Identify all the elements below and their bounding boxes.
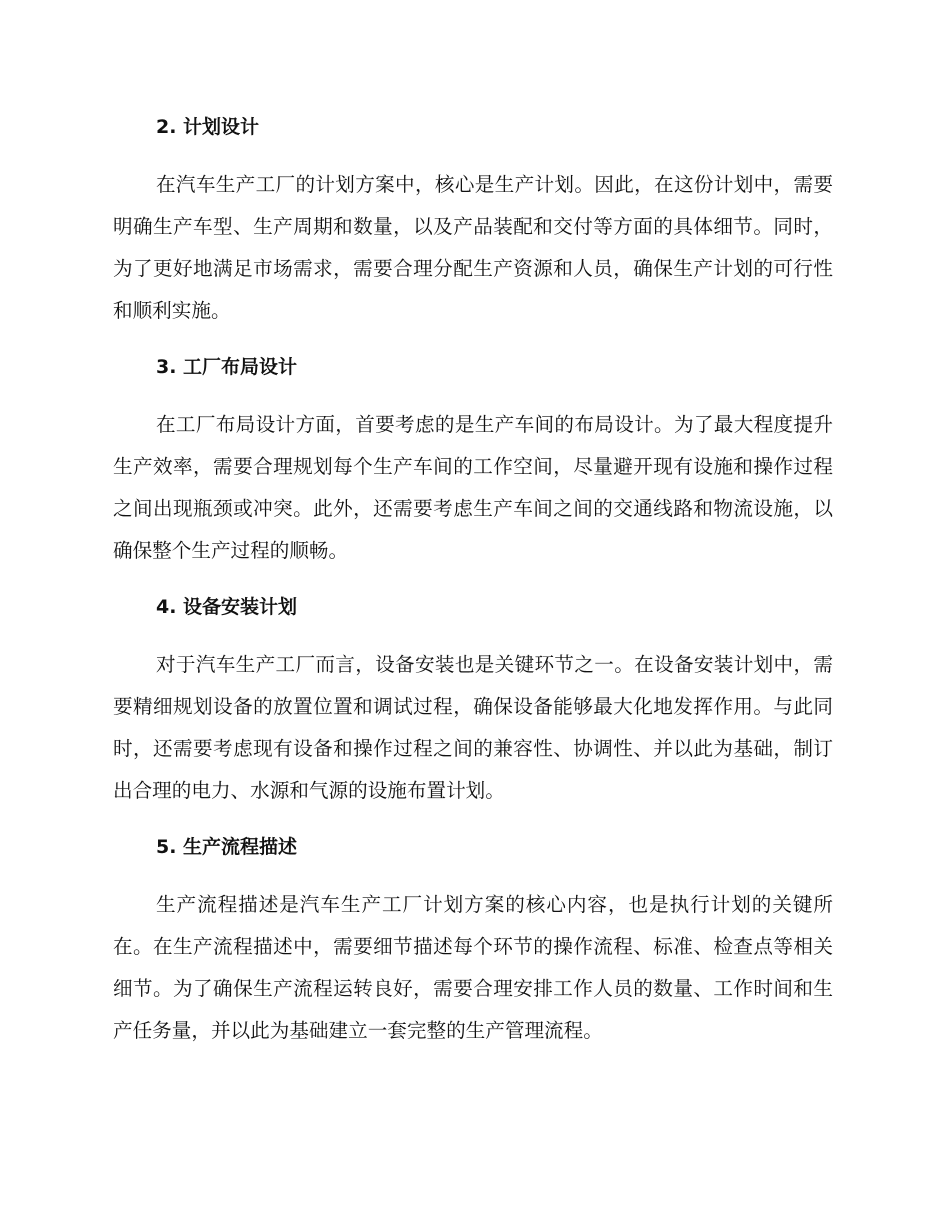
section-paragraph-production-process: 生产流程描述是汽车生产工厂计划方案的核心内容，也是执行计划的关键所在。在生产流程描述中，需要细节描述每个环节的操作流程、标准、检查点等相关细节。为了确保生产流程运转良好，需要合理安排工作人员的数量、工作时间和生产任务量，并以此为基础建立一套完整的生产管理流程。	[113, 893, 833, 1042]
section-paragraph-plan-design: 在汽车生产工厂的计划方案中，核心是生产计划。因此，在这份计划中，需要明确生产车型、生产周期和数量，以及产品装配和交付等方面的具体细节。同时，为了更好地满足市场需求，需要合理分配生产资源和人员，确保生产计划的可行性和顺利实施。	[113, 173, 833, 322]
section-paragraph-equipment-installation: 对于汽车生产工厂而言，设备安装也是关键环节之一。在设备安装计划中，需要精细规划设备的放置位置和调试过程，确保设备能够最大化地发挥作用。与此同时，还需要考虑现有设备和操作过程之间的兼容性、协调性、并以此为基础，制订出合理的电力、水源和气源的设施布置计划。	[113, 653, 833, 802]
section-heading-factory-layout: 3. 工厂布局设计	[156, 356, 298, 378]
section-heading-production-process: 5. 生产流程描述	[156, 836, 298, 858]
document-content	[113, 110, 833, 1070]
section-heading-equipment-installation: 4. 设备安装计划	[156, 596, 298, 618]
section-paragraph-factory-layout: 在工厂布局设计方面，首要考虑的是生产车间的布局设计。为了最大程度提升生产效率，需要合理规划每个生产车间的工作空间，尽量避开现有设施和操作过程之间出现瓶颈或冲突。此外，还需要考虑生产车间之间的交通线路和物流设施，以确保整个生产过程的顺畅。	[113, 413, 833, 562]
section-heading-plan-design: 2. 计划设计	[156, 116, 260, 138]
